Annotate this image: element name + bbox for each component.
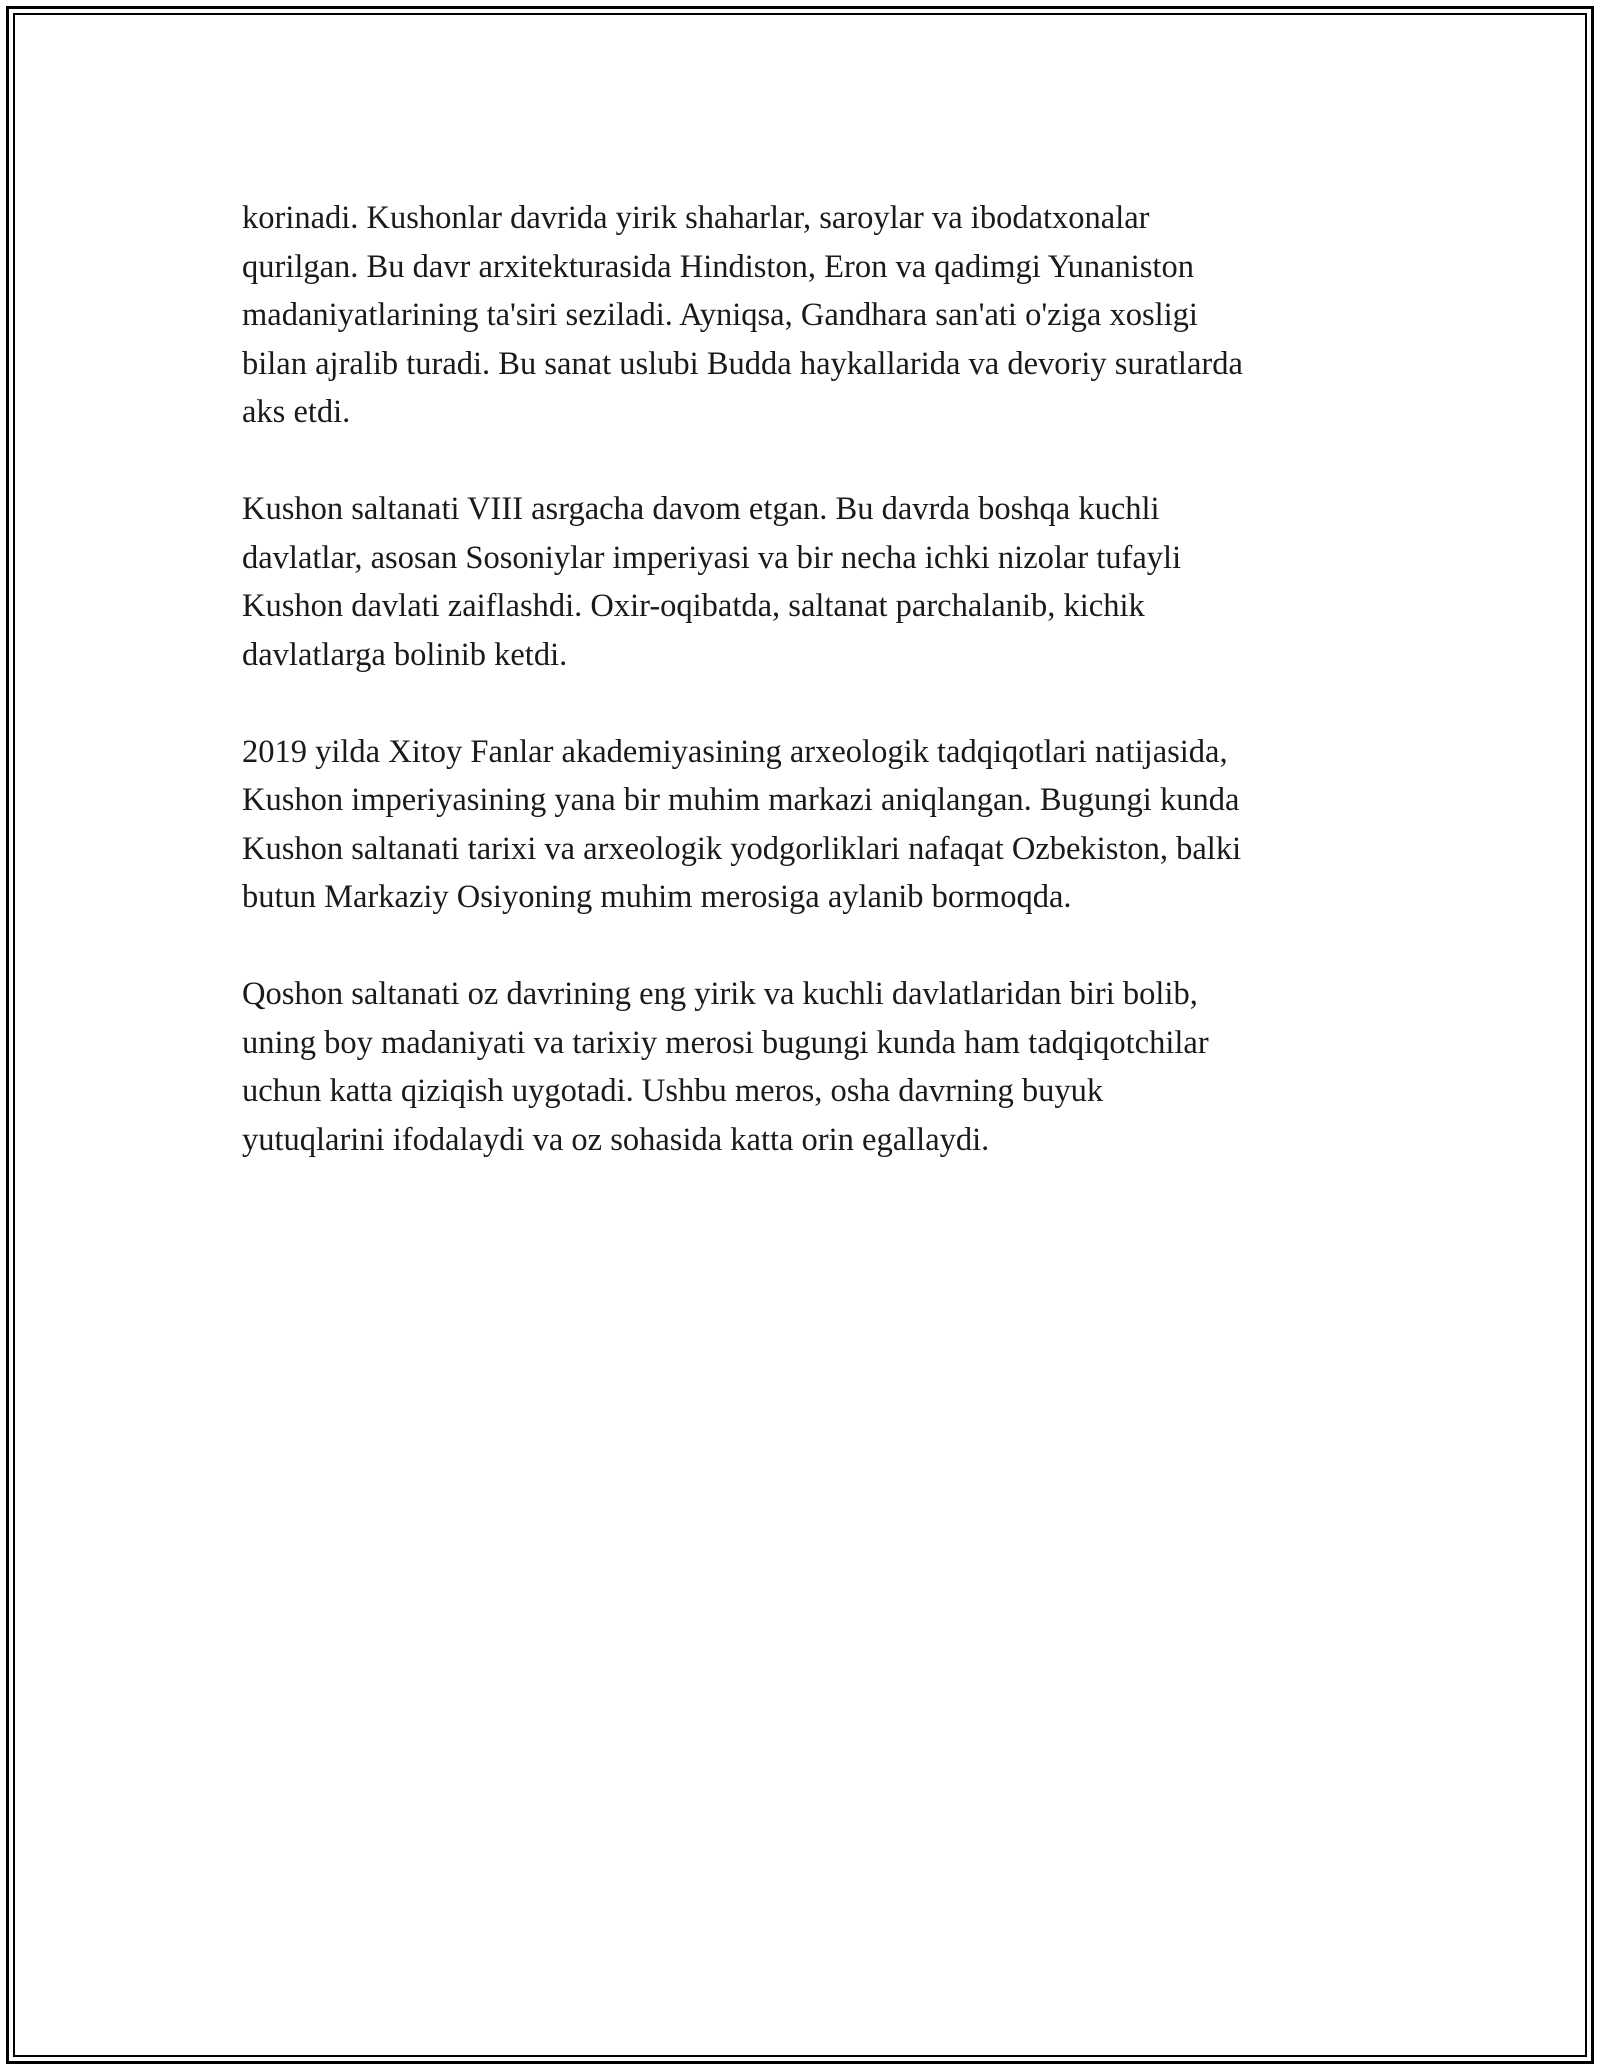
document-body xyxy=(242,194,1412,1213)
paragraph: Kushon saltanati VIII asrgacha davom etgan. Bu davrda boshqa kuchli davlatlar, asosan Sosoniylar imperiyasi va bir necha ichki nizolar tufayli Kushon davlati zaiflashdi. Oxir-oqibatda, saltanat parchalanib, kichik davlatlarga bolinib ketdi. xyxy=(242,491,1182,673)
paragraph: Qoshon saltanati oz davrining eng yirik va kuchli davlatlaridan biri bolib, uning boy madaniyati va tarixiy merosi bugungi kunda ham tadqiqotchilar uchun katta qiziqish uygotadi. Ushbu meros, osha davrning buyuk yutuqlarini ifodalaydi va oz sohasida katta orin egallaydi. xyxy=(242,976,1209,1158)
paragraph: korinadi. Kushonlar davrida yirik shaharlar, saroylar va ibodatxonalar qurilgan. Bu davr arxitekturasida Hindiston, Eron va qadimgi Yunaniston madaniyatlarining ta'siri seziladi. Ayniqsa, Gandhara san'ati o'ziga xosligi bilan ajralib turadi. Bu sanat uslubi Budda haykallarida va devoriy suratlarda aks etdi. xyxy=(242,200,1243,430)
paragraph: 2019 yilda Xitoy Fanlar akademiyasining arxeologik tadqiqotlari natijasida, Kushon imperiyasining yana bir muhim markazi aniqlangan. Bugungi kunda Kushon saltanati tarixi va arxeologik yodgorliklari nafaqat Ozbekiston, balki butun Markaziy Osiyoning muhim merosiga aylanib bormoqda. xyxy=(242,733,1242,915)
document-page xyxy=(6,6,1594,2064)
